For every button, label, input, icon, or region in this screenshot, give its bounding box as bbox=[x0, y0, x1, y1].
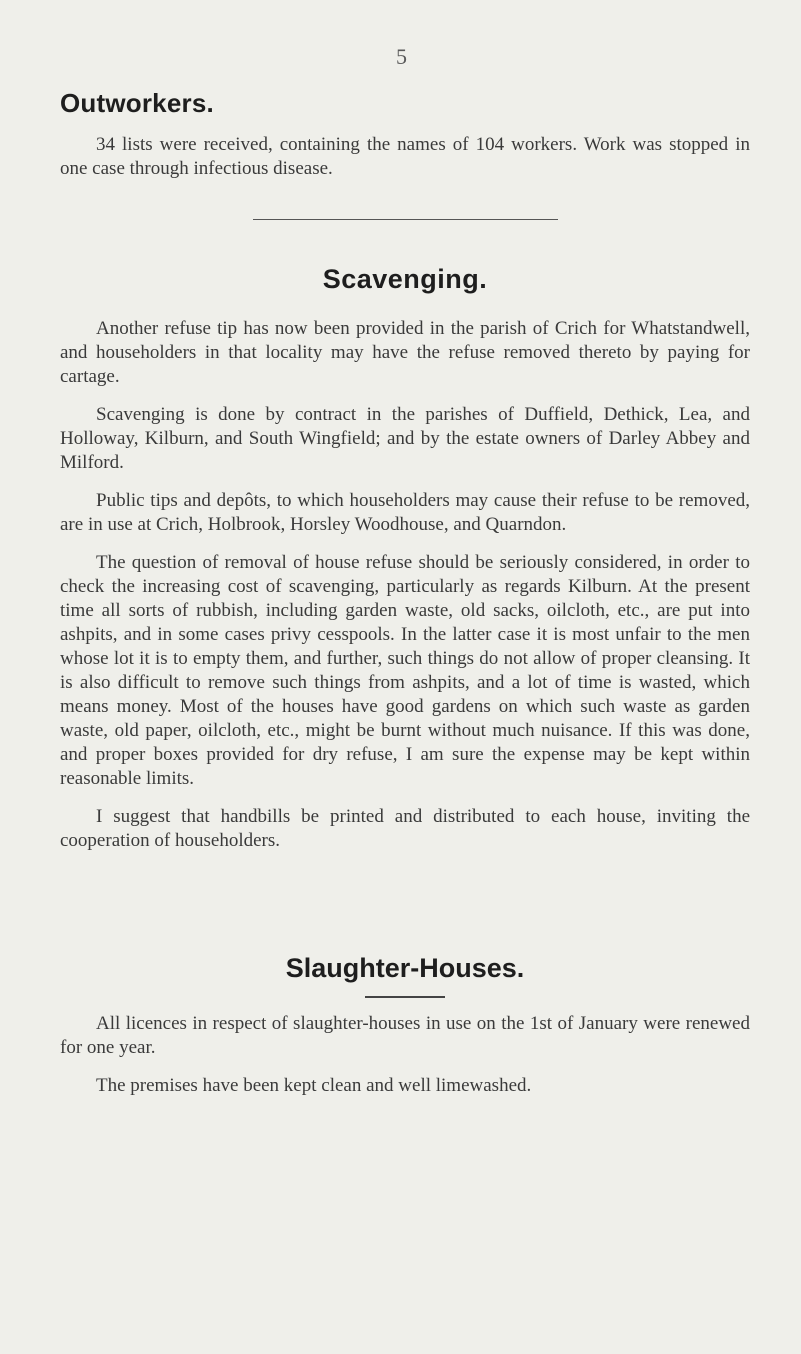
document-body bbox=[60, 88, 750, 1098]
scavenging-paragraph-3: Public tips and depôts, to which householders may cause their refuse to be removed, are in use at Crich, Holbrook, Horsley Woodhouse, and Quarndon. bbox=[60, 490, 750, 535]
scavenging-paragraph-2: Scavenging is done by contract in the parishes of Duffield, Dethick, Lea, and Holloway, Kilburn, and South Wingfield; and by the estate owners of Darley Abbey and Milford. bbox=[60, 404, 750, 473]
outworkers-heading: Outworkers. bbox=[60, 88, 214, 118]
slaughter-houses-paragraph-2: The premises have been kept clean and well limewashed. bbox=[96, 1075, 532, 1096]
scavenging-heading: Scavenging. bbox=[322, 264, 488, 294]
outworkers-paragraph: 34 lists were received, containing the names of 104 workers. Work was stopped in one case through infectious disease. bbox=[60, 134, 750, 179]
heading-underline bbox=[365, 996, 445, 998]
scavenging-paragraph-5: I suggest that handbills be printed and distributed to each house, inviting the cooperation of householders. bbox=[60, 806, 750, 851]
page-number: 5 bbox=[396, 44, 407, 69]
slaughter-houses-paragraph-1: All licences in respect of slaughter-houses in use on the 1st of January were renewed for one year. bbox=[60, 1013, 750, 1058]
scavenging-paragraph-1: Another refuse tip has now been provided in the parish of Crich for Whatstandwell, and householders in that locality may have the refuse removed thereto by paying for cartage. bbox=[60, 318, 750, 387]
slaughter-houses-heading: Slaughter-Houses. bbox=[285, 953, 525, 983]
scavenging-paragraph-4: The question of removal of house refuse should be seriously considered, in order to check the increasing cost of scavenging, particularly as regards Kilburn. At the present time all sorts of rubbish, including garden waste, old sacks, oilcloth, etc., are put into ashpits, and in some cases privy cesspools. In the latter case it is most unfair to the men whose lot it is to empty them, and further, such things do not allow of proper cleansing. It is also difficult to remove such things from ashpits, and a lot of time is wasted, which means money. Most of the houses have good gardens on which such waste as garden waste, old paper, oilcloth, etc., might be burnt without much nuisance. If this was done, and proper boxes provided for dry refuse, I am sure the expense may be kept within reasonable limits. bbox=[60, 552, 750, 789]
section-divider bbox=[253, 219, 558, 220]
